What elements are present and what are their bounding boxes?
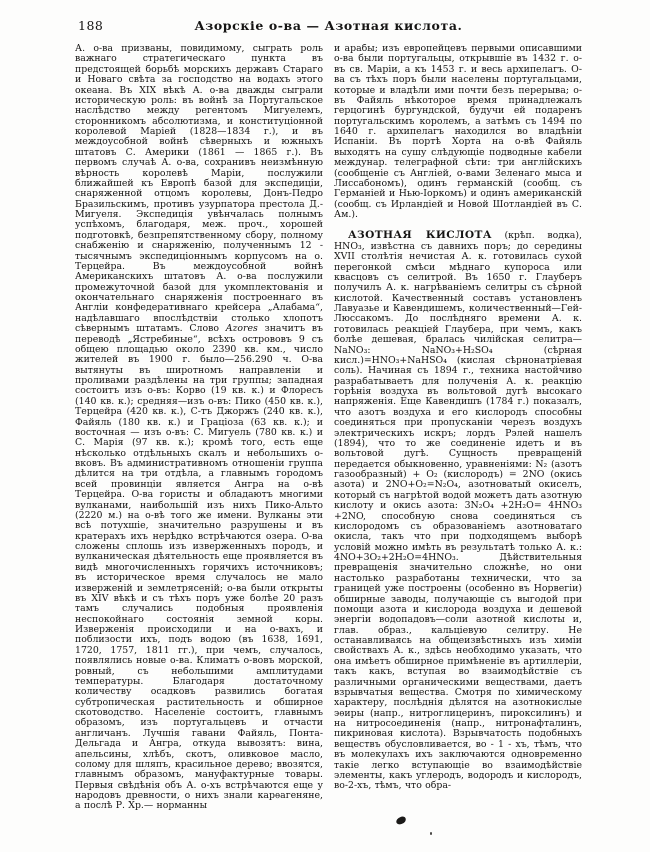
nitric-acid-article-heading: АЗОТНАЯ КИСЛОТА xyxy=(348,229,492,242)
text-columns xyxy=(75,44,582,852)
right-column xyxy=(334,44,582,852)
left-column xyxy=(75,44,323,852)
page-number: 188 xyxy=(78,18,104,33)
page-header xyxy=(75,18,582,36)
running-title: Азорскіе о-ва — Азотная кислота. xyxy=(194,18,463,33)
ink-speck-artifact xyxy=(430,832,432,835)
nitric-acid-article xyxy=(334,230,582,791)
azores-article-text-left: А. о-ва призваны, повидимому, сыграть роль важнаго стратегическаго пункта въ предстоящей борьбѣ морскихъ державъ Стараго и Новаго свѣта за господство на водахъ этого океана. Въ XIX вѣкѣ А. о-ва дважды сыграли историческую роль: въ войнѣ за Португальское наслѣдство между регентомъ Мигуелемъ, сторонникомъ абсолютизма, и конституціонной королевой Маріей (1828—1834 г.), и въ междоусобной войнѣ сѣверныхъ и южныхъ штатовъ С. Америки (1861 — 1865 г.). Въ первомъ случаѣ А. о-ва, сохранивъ неизмѣнную вѣрность королевѣ Маріи, послужили ближайшей къ Европѣ базой для экспедиціи, снаряженной отцомъ королевы, Донъ-Педро Бразильскимъ, противъ узурпатора престола Д.-Мигуеля. Экспедиція увѣнчалась полнымъ успѣхомъ, благодаря, меж. проч., хорошей подготовкѣ, безпрепятственному сбору, полному снабженію и снаряженію, полученнымъ 12 - тысячнымъ экспедиціоннымъ корпусомъ на о. Терцейра. Въ междоусобной войнѣ Американскихъ штатовъ А. о-ва послужили промежуточной базой для укомплектованія и окончательнаго снаряженія построеннаго въ Англіи конфедеративнаго крейсера „Алабама“, надѣлавшаго впослѣдствіи столько хлопотъ сѣвернымъ штатамъ. Слово Azores значитъ въ переводѣ „Ястребиные“, всѣхъ острововъ 9 съ общею площадью около 2390 кв. км., число жителей въ 1900 г. было—256.290 ч. О-ва вытянуты въ широтномъ направленіи и проливами раздѣлены на три группы; западная состоитъ изъ о-въ: Корво (19 кв. к.) и Флоресъ (140 кв. к.); средняя—изъ о-въ: Пико (450 кв. к.), Терцейра (420 кв. к.), С-тъ Джоржъ (240 кв. к.), Файяль (180 кв. к.) и Граціоза (63 кв. к.); и восточная — изъ о-въ: С. Мигуель (780 кв. к.) и С. Марія (97 кв. к.); кромѣ того, есть еще нѣсколько отдѣльныхъ скалъ и небольшихъ о-вковъ. Въ административномъ отношеніи группа дѣлится на три отдѣла, а главнымъ городомъ всей провинціи является Ангра на о-вѣ Терцейра. О-ва гористы и обладаютъ многими вулканами, наибольшій изъ нихъ Пико-Альто (2220 м.) на о-вѣ того же имени. Вулканы эти всѣ потухшіе, значительно разрушены и въ кратерахъ ихъ нерѣдко встрѣчаются озера. О-ва сложены сплошь изъ изверженныхъ породъ, и вулканическая дѣятельность еще проявляется въ видѣ многочисленныхъ горячихъ источниковъ; въ историческое время случалось не мало изверженій и землетрясеній; о-ва были открыты въ XIV вѣкѣ и съ тѣхъ поръ уже болѣе 20 разъ тамъ случались подобныя проявленія неспокойнаго состоянія земной коры. Изверженія происходили и на о-вахъ, и поблизости ихъ, подъ водою (въ 1638, 1691, 1720, 1757, 1811 гг.), при чемъ, случалось, появлялись новые о-ва. Климатъ о-вовъ морской, ровный, съ небольшими амплитудами температуры. Благодаря достаточному количеству осадковъ развились богатая субтропическая растительность и обширное скотоводство. Населеніе состоитъ, главнымъ образомъ, изъ португальцевъ и отчасти англичанъ. Лучшія гавани Файяль, Понта-Дельгада и Ангра, откуда вывозятъ: вина, апельсины, хлѣбъ, скотъ, оливковое масло, солому для шляпъ, красильное дерево; ввозятся, главнымъ образомъ, мануфактурные товары. Первыя свѣдѣнія объ А. о-хъ встрѣчаются еще у народовъ древности, о нихъ знали карѳагеняне, а послѣ Р. Хр.— норманны xyxy=(75,44,323,812)
nitric-acid-article-body: (крѣп. водка), HNO₃, извѣстна съ давнихъ поръ; до середины XVII столѣтія нечистая А. к. готовилась сухой перегонкой смѣси мѣднаго купороса или квасцовъ съ селитрой. Въ 1650 г. Глауберъ получилъ А. к. нагрѣваніемъ селитры съ сѣрной кислотой. Качественный составъ установленъ Лавуазье и Кавендишемъ, количественный—Гей-Люссакомъ. До послѣдняго времени А. к. готовилась реакціей Глаубера, при чемъ, какъ болѣе дешевая, бралась чилійская селитра—NaNO₃: NaNO₃+H₂SO₄ (сѣрная кисл.)=HNO₃+NaHSO₄ (кислая сѣрнонатріевая соль). Начиная съ 1894 г., техника настойчиво разрабатываетъ для полученія А. к. реакцію горѣнія воздуха въ вольтовой дугѣ высокаго напряженія. Еще Кавендишъ (1784 г.) показалъ, что азотъ воздуха и его кислородъ способны соединяться при пропусканіи черезъ воздухъ электрическихъ искръ; лордъ Рэлей нашелъ (1894), что то же соединеніе идетъ и въ вольтовой дугѣ. Сущность превращеній передается обыкновенно, уравненіями: N₂ (азотъ газообразный) + O₂ (кислородъ) = 2NO (окись азота) и 2NO+O₂=N₂O₄, азотноватый окиселъ, который съ нагрѣтой водой можетъ дать азотную кислоту и окись азота: 3N₂O₄ +2H₂O= 4HNO₃ +2NO, способную снова соединяться съ кислородомъ съ образованіемъ азотноватаго окисла, такъ что при подходящемъ выборѣ условій можно имѣть въ результатѣ только А. к.: 4NO+3O₂+2H₂O=4HNO₃. Дѣйствительныя превращенія значительно сложнѣе, но они настолько разработаны технически, что за границей уже построены (особенно въ Норвегіи) обширные заводы, получающіе съ выгодой при помощи азота и кислорода воздуха и дешевой энергіи водопадовъ—соли азотной кислоты и, глав. образ., кальціевую селитру. Не останавливаясь на общеизвѣстныхъ изъ химіи свойствахъ А. к., здѣсь необходимо указать, что она имѣетъ обширное примѣненіе въ артиллеріи, такъ какъ, вступая во взаимодѣйствіе съ различными органическими веществами, даетъ взрывчатыя вещества. Смотря по химическому характеру, послѣднія дѣлятся на азотнокислые эѳиры (напр., нитроглицеринъ, пироксилинъ) и на нитросоединенія (напр., нитронафталинъ, пикриновая кислота). Взрывчатость подобныхъ веществъ обусловливается, во - 1 - хъ, тѣмъ, что въ молекулахъ ихъ заключаются одновременно такіе легко вступающіе во взаимодѣйствіе элементы, какъ углеродъ, водородъ и кислородъ, во-2-хъ, тѣмъ, что обра- xyxy=(334,230,582,792)
azores-article-text-right: и арабы; изъ европейцевъ первыми описавшими о-ва были португальцы, открывшіе въ 1432 г. о-въ св. Маріи, а къ 1453 г. и весь архипелагъ. О-ва съ тѣхъ поръ были населены португальцами, которые и владѣли ими почти безъ перерыва; о-въ Файяль нѣкоторое время принадлежалъ герцогинѣ бургундской, будучи ей подаренъ португальскимъ королемъ, а затѣмъ съ 1494 по 1640 г. архипелагъ находился во владѣніи Испаніи. Въ портѣ Хорта на о-вѣ Файяль выходятъ на сушу слѣдующіе подводные кабели междунар. телеграфной сѣти: три англійскихъ (сообщеніе съ Англіей, о-вами Зеленаго мыса и Лиссабономъ), одинъ германскій (сообщ. съ Германіей и Нью-Іоркомъ) и одинъ американскій (сообщ. съ Ирландіей и Новой Шотландіей въ С. Ам.). xyxy=(334,44,582,220)
